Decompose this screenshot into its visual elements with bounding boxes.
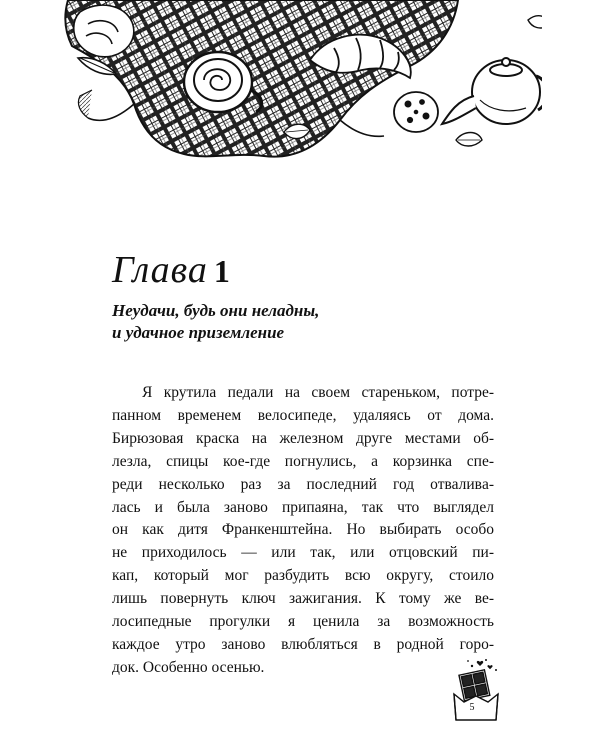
text-line: лась и была заново припаяна, так что выглядел — [112, 498, 494, 516]
teapot-drawing — [442, 58, 542, 124]
page-number: 5 — [469, 702, 475, 713]
text-line: Бирюзовая краска на железном друге местами об- — [112, 429, 494, 447]
text-line: каждое утро заново влюбляться в родной горо- — [112, 635, 494, 653]
chapter-subtitle-line: и удачное приземление — [112, 323, 285, 342]
cookie-drawing — [394, 92, 438, 132]
text-line: лезла, спицы кое-где погнулись, а корзинка спе- — [112, 452, 494, 470]
text-line: реди несколько раз за последний год отваливa- — [112, 475, 494, 493]
chapter-subtitle — [112, 300, 319, 344]
chocolate-bar-icon — [446, 658, 506, 724]
text-line: лишь повернуть ключ зажигания. К тому же ве- — [112, 590, 494, 608]
chapter-subtitle-line: Неудачи, будь они неладны, — [112, 301, 320, 320]
text-line: лосипедные прогулки я ценила за возможность — [112, 613, 494, 631]
text-line: не приходилось — или так, или отцовский пи- — [112, 544, 494, 562]
chapter-number: 1 — [213, 253, 231, 289]
text-line: Я крутила педали на своем стареньком, потре- — [142, 384, 494, 401]
text-line: кап, который мог разбудить всю округу, стоило — [112, 567, 494, 585]
header-illustration — [58, 0, 542, 168]
text-line: панном временем велосипеде, удаляясь от дома. — [112, 406, 494, 424]
text-line: док. Особенно осенью. — [112, 658, 265, 676]
chapter-title — [112, 248, 231, 293]
chapter-title-word: Глава — [112, 249, 208, 291]
body-paragraph — [112, 382, 494, 680]
text-line: он как дитя Франкенштейна. Но выбирать особо — [112, 521, 494, 539]
